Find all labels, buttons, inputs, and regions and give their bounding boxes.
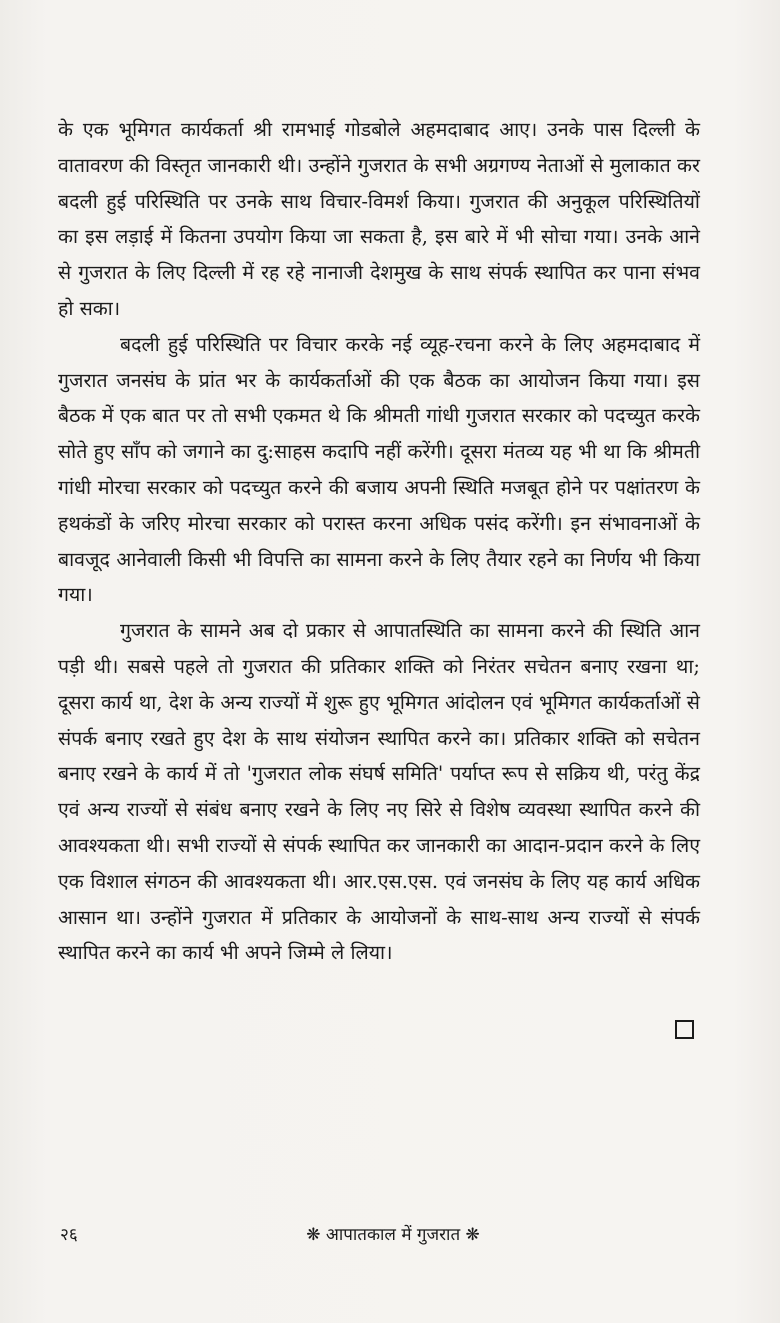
page-number: २६ (60, 1225, 78, 1245)
body-text (58, 112, 700, 971)
paragraph-1: के एक भूमिगत कार्यकर्ता श्री रामभाई गोडबोले अहमदाबाद आए। उनके पास दिल्ली के वातावरण की विस्तृत जानकारी थी। उन्होंने गुजरात के सभी अग्रगण्य नेताओं से मुलाकात कर बदली हुई परिस्थिति पर उनके साथ विचार-विमर्श किया। गुजरात की अनुकूल परिस्थितियों का इस लड़ाई में कितना उपयोग किया जा सकता है, इस बारे में भी सोचा गया। उनके आने से गुजरात के लिए दिल्ली में रह रहे नानाजी देशमुख के साथ संपर्क स्थापित कर पाना संभव हो सका। (58, 118, 700, 320)
paragraph-3: गुजरात के सामने अब दो प्रकार से आपातस्थिति का सामना करने की स्थिति आन पड़ी थी। सबसे पहले तो गुजरात की प्रतिकार शक्ति को निरंतर सचेतन बनाए रखना था; दूसरा कार्य था, देश के अन्य राज्यों में शुरू हुए भूमिगत आंदोलन एवं भूमिगत कार्यकर्ताओं से संपर्क बनाए रखते हुए देश के साथ संयोजन स्थापित करने का। प्रतिकार शक्ति को सचेतन बनाए रखने के कार्य में तो 'गुजरात लोक संघर्ष समिति' पर्याप्त रूप से सक्रिय थी, परंतु केंद्र एवं अन्य राज्यों से संबंध बनाए रखने के लिए नए सिरे से विशेष व्यवस्था स्थापित करने की आवश्यकता थी। सभी राज्यों से संपर्क स्थापित कर जानकारी का आदान-प्रदान करने के लिए एक विशाल संगठन की आवश्यकता थी। आर.एस.एस. एवं जनसंघ के लिए यह कार्य अधिक आसान था। उन्होंने गुजरात में प्रतिकार के आयोजनों के साथ-साथ अन्य राज्यों से संपर्क स्थापित करने का कार्य भी अपने जिम्मे ले लिया। (58, 619, 700, 965)
section-end-square-icon (675, 1020, 694, 1039)
paragraph-2: बदली हुई परिस्थिति पर विचार करके नई व्यूह-रचना करने के लिए अहमदाबाद में गुजरात जनसंघ के प्रांत भर के कार्यकर्ताओं की एक बैठक का आयोजन किया गया। इस बैठक में एक बात पर तो सभी एकमत थे कि श्रीमती गांधी गुजरात सरकार को पदच्युत करके सोते हुए साँप को जगाने का दु:साहस कदापि नहीं करेंगी। दूसरा मंतव्य यह भी था कि श्रीमती गांधी मोरचा सरकार को पदच्युत करने की बजाय अपनी स्थिति मजबूत होने पर पक्षांतरण के हथकंडों के जरिए मोरचा सरकार को परास्त करना अधिक पसंद करेंगी। इन संभावनाओं के बावजूद आनेवाली किसी भी विपत्ति का सामना करने के लिए तैयार रहने का निर्णय भी किया गया। (58, 332, 700, 607)
running-footer-title: ❋ आपातकाल में गुजरात ❋ (306, 1225, 480, 1245)
